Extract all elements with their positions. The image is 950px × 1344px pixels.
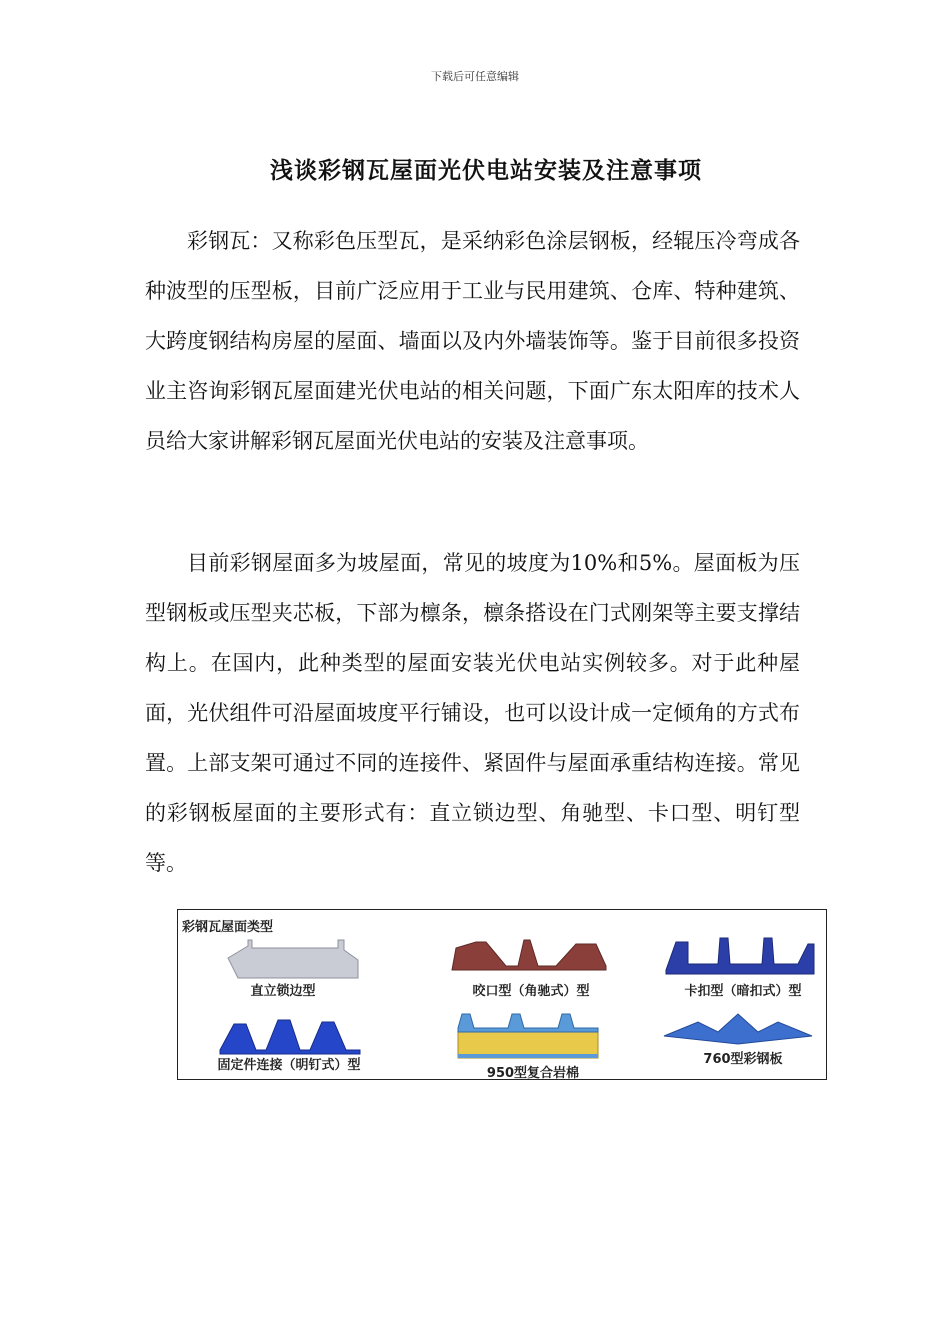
760-color-steel-sheet-image xyxy=(658,1010,818,1050)
roof-panel-concealed-clip xyxy=(658,934,828,1014)
caption-exposed-fastener: 固定件连接（明钉式）型 xyxy=(217,1058,361,1073)
roof-panel-760-color-steel xyxy=(658,1010,828,1090)
figure-title: 彩钢瓦屋面类型 xyxy=(182,920,274,935)
concealed-clip-sheet-image xyxy=(658,934,818,982)
caption-angle-lock: 咬口型（角驰式）型 xyxy=(472,984,590,999)
paragraph-roof-types: 目前彩钢屋面多为坡屋面，常见的坡度为10%和5%。屋面板为压型钢板或压型夹芯板，下部为檩条，檩条搭设在门式刚架等主要支撑结构上。在国内，此种类型的屋面安装光伏电站实例较多。对于此种屋面，光伏组件可沿屋面坡度平行铺设，也可以设计成一定倾角的方式布置。上部支架可通过不同的连接件、紧固件与屋面承重结构连接。常见的彩钢板屋面的主要形式有：直立锁边型、角驰型、卡口型、明钉型等。 xyxy=(145,551,800,875)
roof-panel-angle-lock xyxy=(446,936,616,1016)
roof-panel-standing-seam xyxy=(218,938,388,1018)
caption-standing-seam: 直立锁边型 xyxy=(250,984,316,999)
composite-rockwool-sheet-image xyxy=(448,1008,608,1064)
roof-panel-exposed-fastener xyxy=(214,1010,384,1090)
caption-concealed-clip: 卡扣型（暗扣式）型 xyxy=(684,984,802,999)
roof-panel-950-composite xyxy=(448,1008,618,1088)
paragraph-intro: 彩钢瓦：又称彩色压型瓦，是采纳彩色涂层钢板，经辊压冷弯成各种波型的压型板，目前广泛应用于工业与民用建筑、仓库、特种建筑、大跨度钢结构房屋的屋面、墙面以及内外墙装饰等。鉴于目前很多投资业主咨询彩钢瓦屋面建光伏电站的相关问题，下面广东太阳库的技术人员给大家讲解彩钢瓦屋面光伏电站的安装及注意事项。 xyxy=(145,229,800,453)
roof-types-figure xyxy=(177,909,827,1080)
exposed-fastener-sheet-image xyxy=(214,1010,364,1056)
angle-lock-sheet-image xyxy=(446,936,616,982)
caption-950-composite: 950型复合岩棉 xyxy=(486,1066,580,1081)
header-note: 下载后可任意编辑 xyxy=(431,70,519,83)
caption-760-color-steel: 760型彩钢板 xyxy=(703,1052,783,1067)
page-title: 浅谈彩钢瓦屋面光伏电站安装及注意事项 xyxy=(270,157,702,184)
